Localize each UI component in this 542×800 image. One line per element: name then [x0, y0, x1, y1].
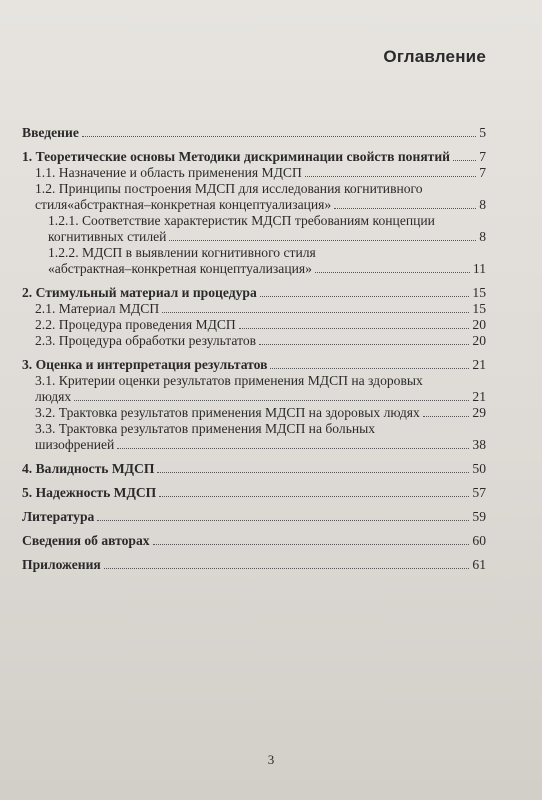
- toc-entry-3-3-cont: [22, 437, 486, 453]
- toc-entry-2-2: [22, 317, 486, 333]
- toc-page-number: 7: [479, 149, 486, 164]
- toc-page-number: 50: [472, 461, 486, 476]
- dot-leader: [315, 272, 470, 273]
- dot-leader: [259, 344, 469, 345]
- toc-entry-section-4: [22, 461, 486, 477]
- toc-page-number: 20: [472, 317, 486, 332]
- toc-entry-literature: [22, 509, 486, 525]
- toc-entry-title: 5. Надежность МДСП: [22, 485, 157, 500]
- toc-entry-title: шизофренией: [35, 437, 115, 452]
- dot-leader: [423, 416, 470, 417]
- toc-entry-title: 1.2.2. МДСП в выявлении когнитивного стиля: [48, 245, 316, 260]
- toc-entry-title: стиля«абстрактная–конкретная концептуализация»: [35, 197, 332, 212]
- toc-entry-title: 2.3. Процедура обработки результатов: [35, 333, 257, 348]
- toc-entry-1-2-1-cont: [22, 229, 486, 245]
- toc-entry-1-2: [22, 181, 486, 197]
- toc-entry-2-3: [22, 333, 486, 349]
- toc-entry-title: 2. Стимульный материал и процедура: [22, 285, 257, 300]
- toc-entry-title: людях: [35, 389, 72, 404]
- toc-page-number: 29: [472, 405, 486, 420]
- toc-entry-title: 3.3. Трактовка результатов применения МДСП на больных: [35, 421, 376, 436]
- toc-entry-title: 3. Оценка и интерпретация результатов: [22, 357, 268, 372]
- toc-entry-3-1-cont: [22, 389, 486, 405]
- toc-entry-appendices: [22, 557, 486, 573]
- toc-page-number: 5: [479, 125, 486, 140]
- toc-page-number: 8: [479, 229, 486, 244]
- dot-leader: [159, 496, 469, 497]
- dot-leader: [104, 568, 470, 569]
- toc-entry-title: Введение: [22, 125, 79, 140]
- toc-entry-1-2-cont: [22, 197, 486, 213]
- dot-leader: [270, 368, 469, 369]
- toc-entry-title: 3.1. Критерии оценки результатов применения МДСП на здоровых: [35, 373, 423, 388]
- toc-entry-section-5: [22, 485, 486, 501]
- toc-page-number: 57: [472, 485, 486, 500]
- toc-entry-3-2: [22, 405, 486, 421]
- table-of-contents: [22, 125, 486, 573]
- toc-entry-title: когнитивных стилей: [48, 229, 167, 244]
- dot-leader: [153, 544, 470, 545]
- toc-page-number: 15: [472, 285, 486, 300]
- toc-entry-title: 4. Валидность МДСП: [22, 461, 155, 476]
- dot-leader: [117, 448, 469, 449]
- dot-leader: [74, 400, 469, 401]
- toc-entry-title: 2.1. Материал МДСП: [35, 301, 160, 316]
- page-title: Оглавление: [383, 47, 486, 66]
- page-number-footer: 3: [267, 752, 275, 767]
- toc-page-number: 15: [472, 301, 486, 316]
- toc-entry-1-2-1: [22, 213, 486, 229]
- dot-leader: [260, 296, 470, 297]
- toc-entry-section-3: [22, 357, 486, 373]
- toc-entry-title: Литература: [22, 509, 95, 524]
- toc-entry-title: Сведения об авторах: [22, 533, 150, 548]
- toc-page-number: 38: [472, 437, 486, 452]
- dot-leader: [97, 520, 469, 521]
- toc-entry-title: 1.1. Назначение и область применения МДСП: [35, 165, 302, 180]
- toc-entry-1-2-2-cont: [22, 261, 486, 277]
- toc-page-number: 21: [472, 357, 486, 372]
- dot-leader: [157, 472, 469, 473]
- toc-entry-section-1: [22, 149, 486, 165]
- toc-entry-title: Приложения: [22, 557, 101, 572]
- toc-entry-title: 3.2. Трактовка результатов применения МДСП на здоровых людях: [35, 405, 420, 420]
- toc-page-number: 7: [479, 165, 486, 180]
- toc-entry-1-1: [22, 165, 486, 181]
- dot-leader: [334, 208, 476, 209]
- toc-entry-authors: [22, 533, 486, 549]
- toc-entry-intro: [22, 125, 486, 141]
- toc-page-number: 21: [472, 389, 486, 404]
- toc-page-number: 61: [472, 557, 486, 572]
- toc-entry-3-1: [22, 373, 486, 389]
- dot-leader: [169, 240, 476, 241]
- toc-entry-title: 1.2. Принципы построения МДСП для исследования когнитивного: [35, 181, 423, 196]
- toc-entry-section-2: [22, 285, 486, 301]
- toc-page-number: 20: [472, 333, 486, 348]
- toc-entry-title: «абстрактная–конкретная концептуализация»: [48, 261, 312, 276]
- toc-entry-title: 1.2.1. Соответствие характеристик МДСП требованиям концепции: [48, 213, 435, 228]
- toc-entry-title: 1. Теоретические основы Методики дискриминации свойств понятий: [22, 149, 451, 164]
- dot-leader: [162, 312, 469, 313]
- dot-leader: [453, 160, 476, 161]
- toc-page-number: 59: [472, 509, 486, 524]
- toc-page-number: 11: [472, 261, 486, 276]
- dot-leader: [239, 328, 470, 329]
- toc-entry-1-2-2: [22, 245, 486, 261]
- dot-leader: [305, 176, 476, 177]
- toc-page-number: 60: [472, 533, 486, 548]
- toc-entry-3-3: [22, 421, 486, 437]
- dot-leader: [82, 136, 476, 137]
- toc-page-number: 8: [479, 197, 486, 212]
- toc-entry-title: 2.2. Процедура проведения МДСП: [35, 317, 236, 332]
- toc-entry-2-1: [22, 301, 486, 317]
